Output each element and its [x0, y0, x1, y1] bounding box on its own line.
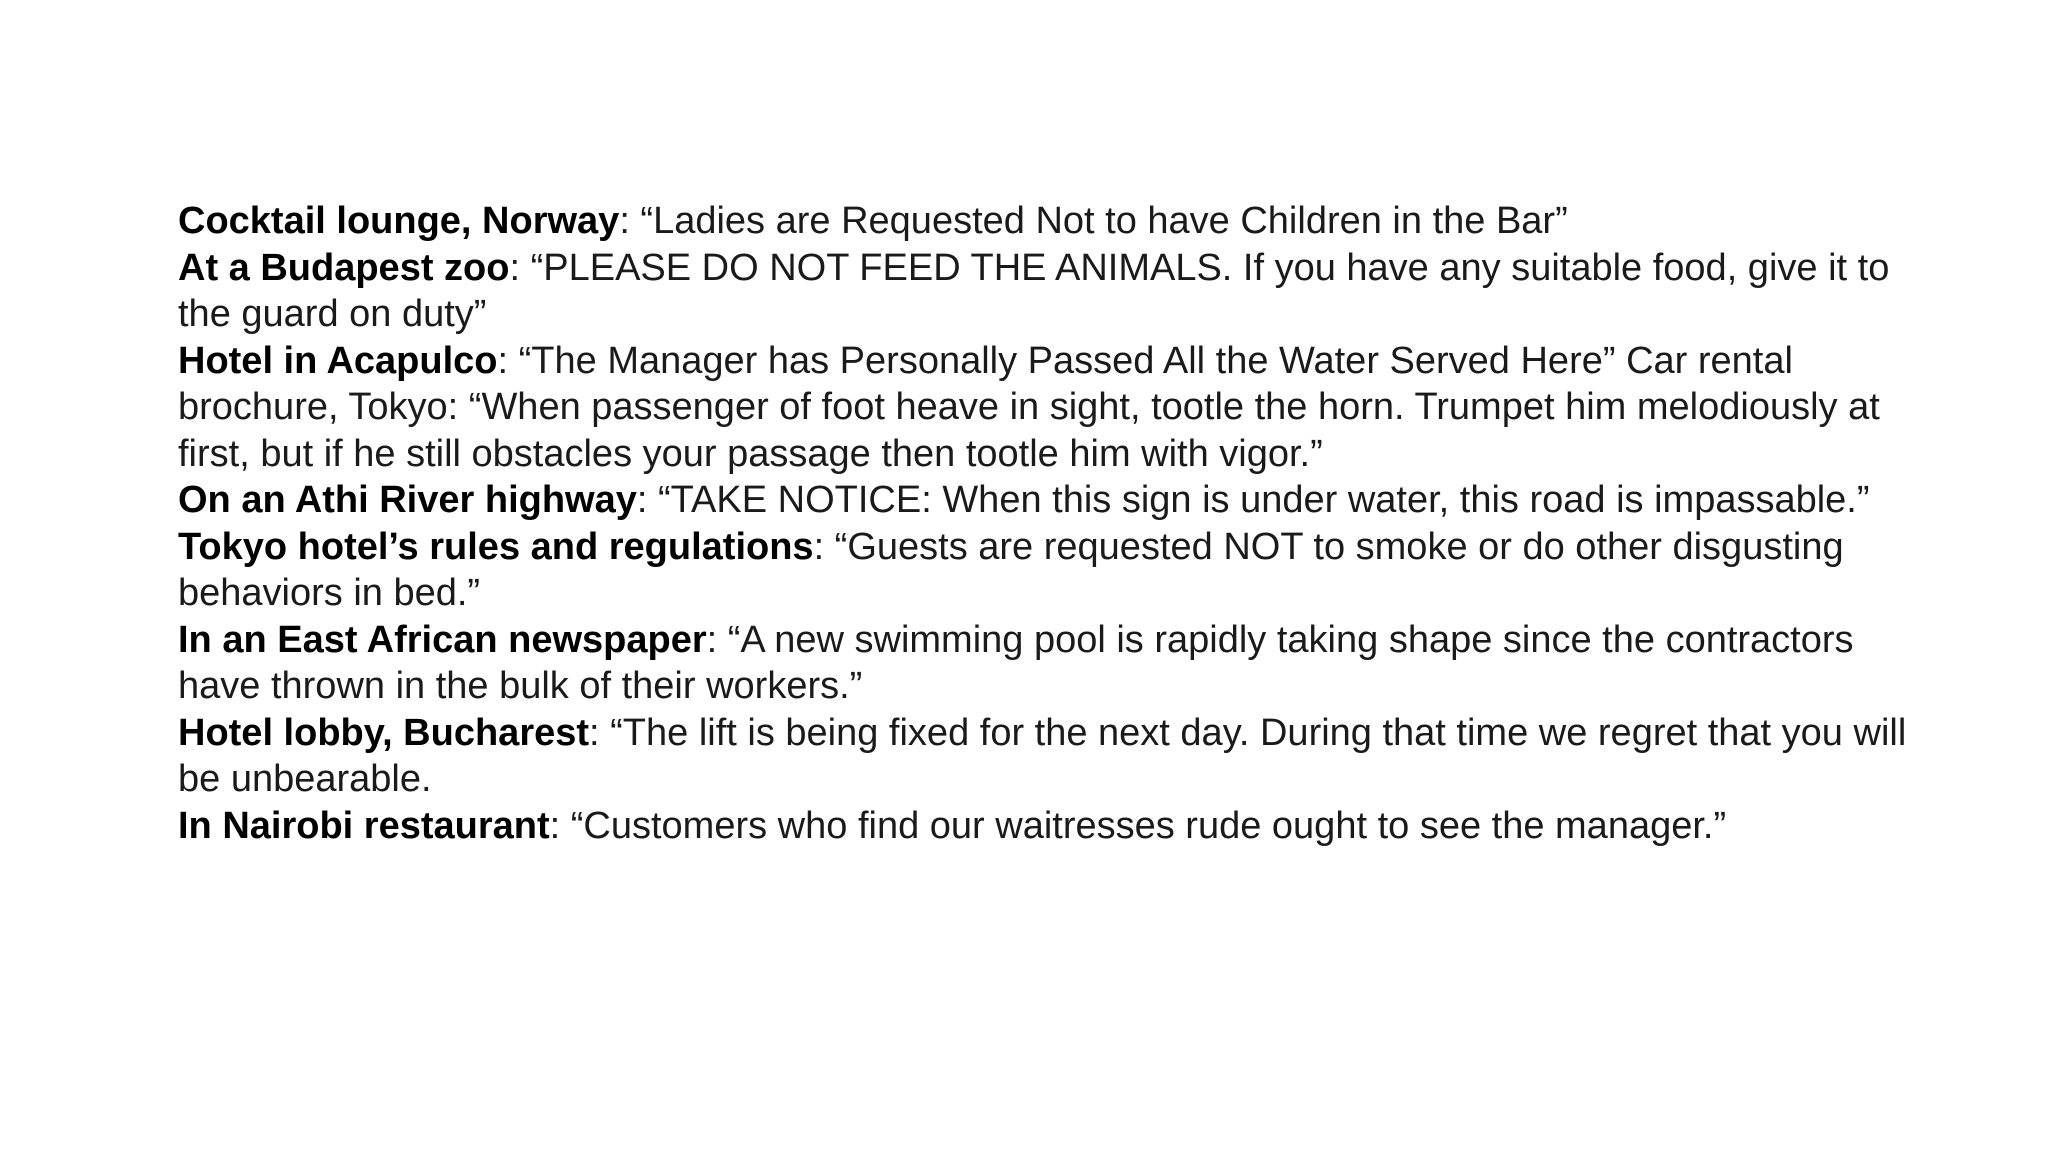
entry-acapulco [178, 338, 1918, 478]
entry-place: Tokyo hotel’s rules and regulations [178, 525, 814, 568]
slide-body-text [178, 198, 1918, 849]
entry-quote: : “Customers who find our waitresses rude ought to see the manager.” [549, 804, 1727, 847]
entry-place: Cocktail lounge, Norway [178, 200, 620, 242]
entry-bucharest [178, 710, 1918, 803]
entry-place: On an Athi River highway [178, 479, 637, 521]
entry-place: In Nairobi restaurant [178, 804, 550, 847]
entry-quote: : “A new swimming pool is rapidly taking shape since the contractors have thrown in the bulk of their workers.” [178, 618, 1854, 707]
entry-norway [178, 198, 1918, 245]
entry-place: Hotel lobby, Bucharest [178, 711, 590, 754]
entry-tokyo-hotel [178, 524, 1918, 617]
entry-place: Hotel in Acapulco [178, 339, 498, 382]
entry-nairobi [178, 803, 1918, 850]
entry-quote: : “Guests are requested NOT to smoke or do other disgusting behaviors in bed.” [178, 525, 1844, 614]
entry-place: At a Budapest zoo [178, 246, 510, 289]
entry-quote: : “TAKE NOTICE: When this sign is under water, this road is impassable.” [636, 479, 1870, 521]
entry-quote: : “The Manager has Personally Passed All the Water Served Here” Car rental brochure, Tokyo: “When passenger of foot heave in sight, tootle the horn. Trumpet him melodiously at first, but if he still obstacles your passage then tootle him with vigor.” [178, 339, 1880, 475]
entry-quote: : “The lift is being fixed for the next day. During that time we regret that you will be unbearable. [178, 711, 1907, 800]
entry-quote: : “PLEASE DO NOT FEED THE ANIMALS. If you have any suitable food, give it to the guard on duty” [178, 246, 1890, 335]
entry-quote: : “Ladies are Requested Not to have Children in the Bar” [619, 200, 1568, 242]
entry-place: In an East African newspaper [178, 618, 707, 661]
entry-east-african-newspaper [178, 617, 1918, 710]
entry-athi-river [178, 477, 1918, 524]
entry-budapest [178, 245, 1918, 338]
